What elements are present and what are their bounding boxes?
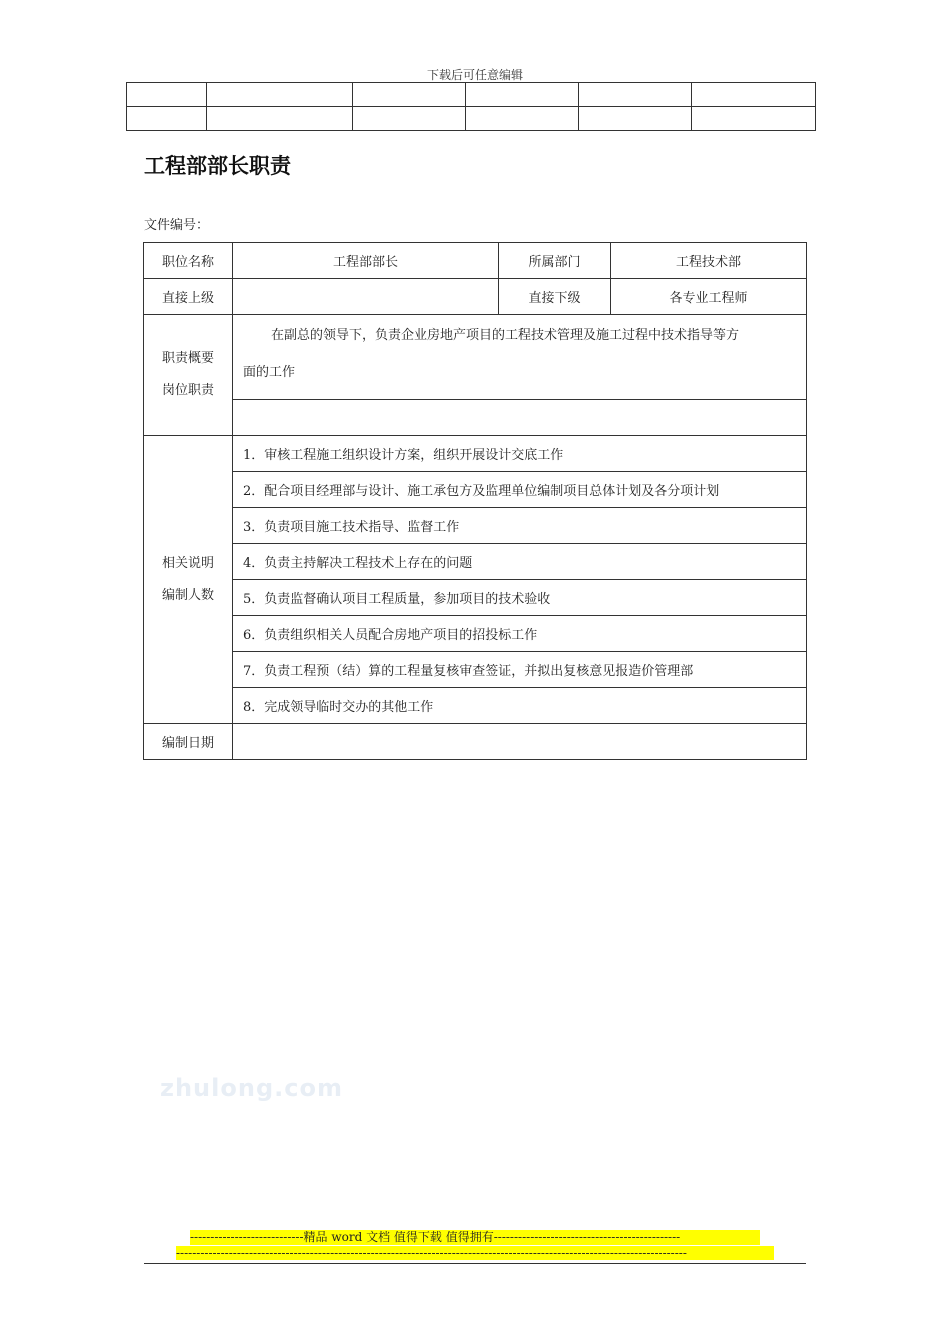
table-row (127, 107, 816, 131)
table-cell (692, 107, 816, 131)
duties-label: 岗位职责 (161, 383, 214, 398)
superior-value (233, 279, 499, 315)
table-row (144, 315, 807, 400)
table-row (144, 472, 807, 508)
table-row (144, 436, 807, 472)
table-row (144, 688, 807, 724)
table-cell (579, 83, 692, 107)
related-label-cell (144, 436, 233, 724)
footer-dashes: ------------------------------------------------------------------------------------------------------------------------------ (176, 1246, 774, 1260)
table-cell (353, 107, 466, 131)
table-cell (127, 107, 207, 131)
duty-item: 1．审核工程施工组织设计方案，组织开展设计交底工作 (233, 436, 807, 472)
table-row (144, 508, 807, 544)
table-row (144, 400, 807, 436)
table-row (144, 724, 807, 760)
table-cell (207, 83, 353, 107)
table-row (144, 652, 807, 688)
table-cell (353, 83, 466, 107)
table-cell (207, 107, 353, 131)
summary-label-cell (144, 315, 233, 436)
duty-item: 6．负责组织相关人员配合房地产项目的招投标工作 (233, 616, 807, 652)
duty-item: 3．负责项目施工技术指导、监督工作 (233, 508, 807, 544)
summary-label: 职责概要 (161, 351, 214, 366)
footer-divider (144, 1263, 806, 1264)
date-value (233, 724, 807, 760)
table-cell (127, 83, 207, 107)
duty-item: 7．负责工程预（结）算的工程量复核审查签证，并拟出复核意见报造价管理部 (233, 652, 807, 688)
duty-item: 5．负责监督确认项目工程质量，参加项目的技术验收 (233, 580, 807, 616)
headcount-label: 编制人数 (161, 587, 214, 603)
table-row (144, 580, 807, 616)
duty-item: 8．完成领导临时交办的其他工作 (233, 688, 807, 724)
table-cell (692, 83, 816, 107)
summary-text-line1: 在副总的领导下，负责企业房地产项目的工程技术管理及施工过程中技术指导等方 (271, 328, 740, 343)
table-cell (579, 107, 692, 131)
date-label: 编制日期 (144, 724, 233, 760)
header-note: 下载后可任意编辑 (426, 68, 523, 82)
table-row (144, 616, 807, 652)
footer-banner: ----------------------------精品 word 文档 值得下载 值得拥有---------------------------------------------- (190, 1230, 760, 1245)
empty-cell (233, 400, 807, 436)
table-cell (466, 107, 579, 131)
page-title: 工程部部长职责 (144, 154, 291, 178)
job-description-table (143, 242, 807, 760)
subordinate-label: 直接下级 (499, 279, 611, 315)
table-row (127, 83, 816, 107)
position-name-label: 职位名称 (144, 243, 233, 279)
duty-item: 2．配合项目经理部与设计、施工承包方及监理单位编制项目总体计划及各分项计划 (233, 472, 807, 508)
department-label: 所属部门 (499, 243, 611, 279)
file-number-label: 文件编号： (144, 218, 210, 233)
watermark: zhulong.com (160, 1074, 343, 1102)
subordinate-value: 各专业工程师 (611, 279, 807, 315)
top-empty-table (126, 82, 816, 131)
table-cell (466, 83, 579, 107)
table-row (144, 544, 807, 580)
table-row (144, 243, 807, 279)
department-value: 工程技术部 (611, 243, 807, 279)
position-name-value: 工程部部长 (233, 243, 499, 279)
summary-text-cell (233, 315, 807, 400)
table-row (144, 279, 807, 315)
related-notes-label: 相关说明 (161, 555, 214, 571)
superior-label: 直接上级 (144, 279, 233, 315)
duty-item: 4．负责主持解决工程技术上存在的问题 (233, 544, 807, 580)
summary-text-line2: 面的工作 (243, 365, 296, 380)
